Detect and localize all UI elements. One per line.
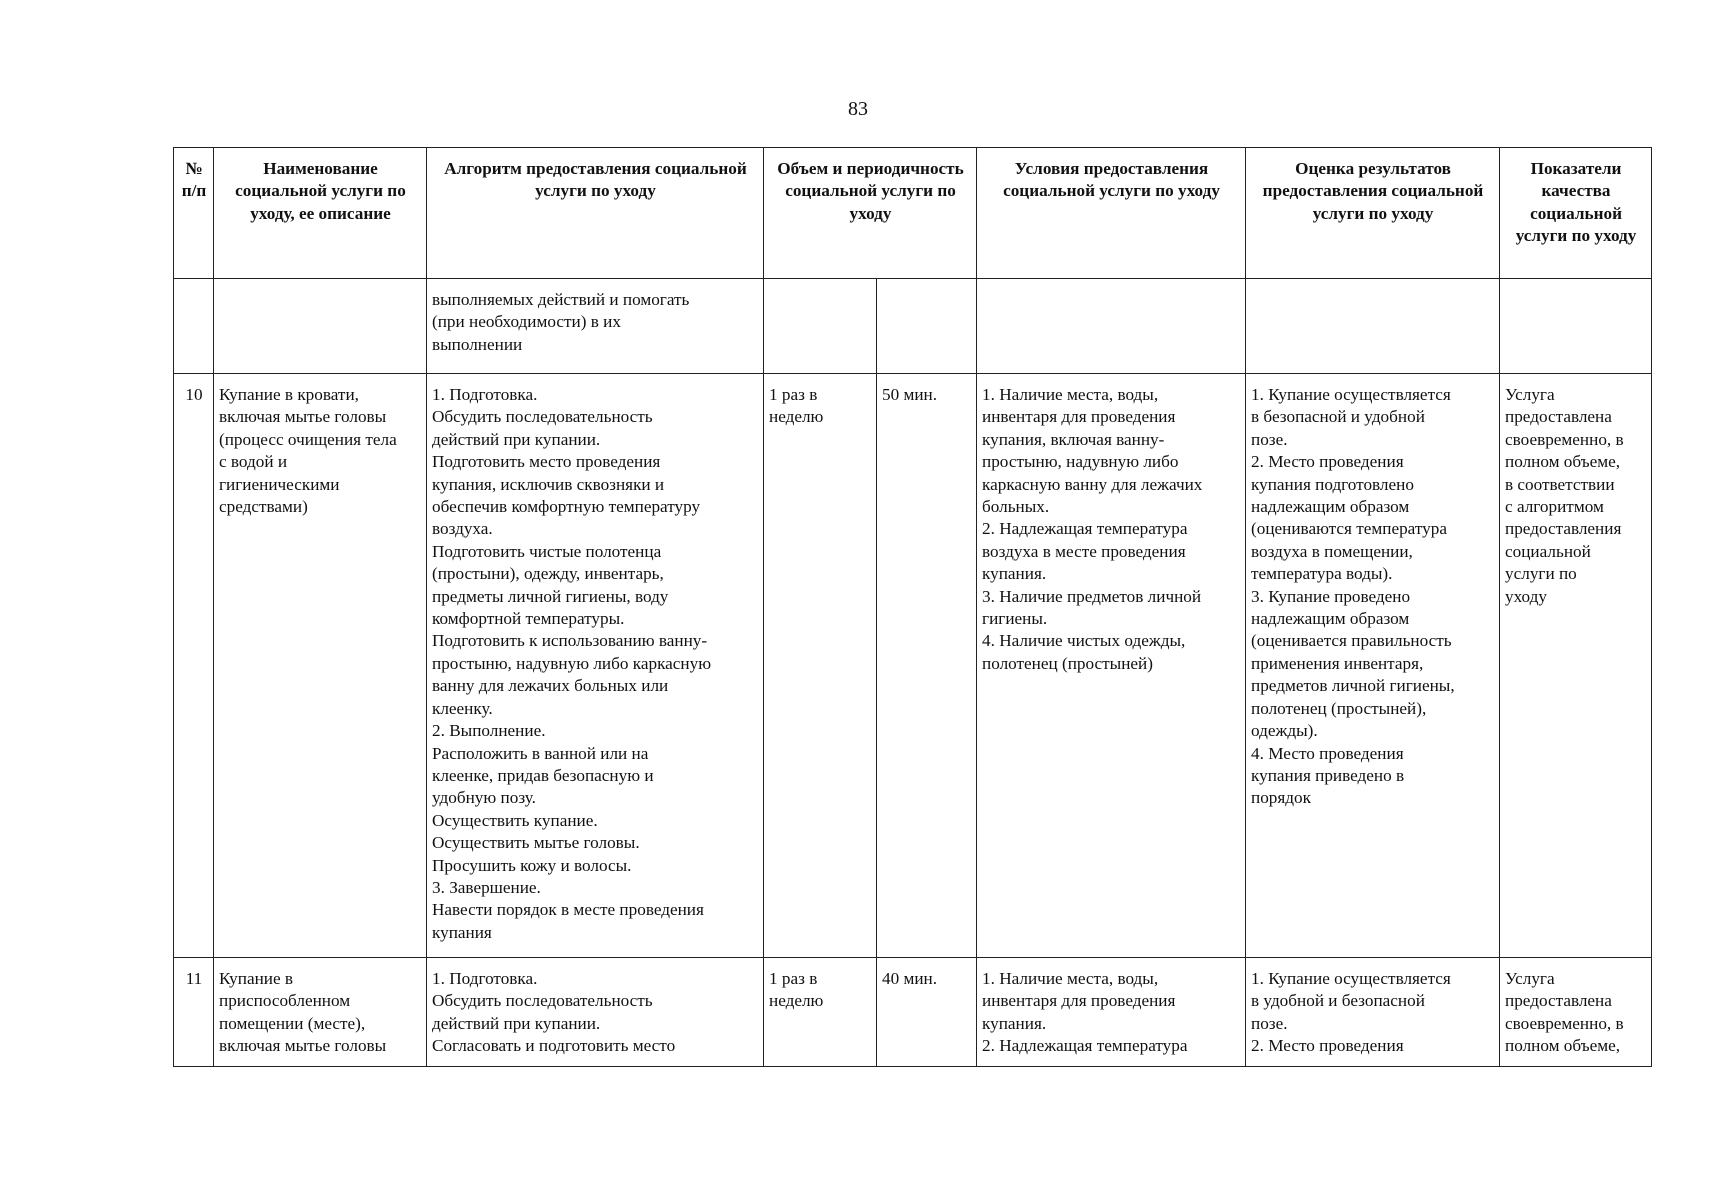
cell-text-line: 1. Подготовка. (432, 385, 538, 404)
header-quality: Показатели качества социальной услуги по уходу (1500, 148, 1652, 279)
header-volume: Объем и периодичность социальной услуги по уходу (764, 148, 977, 279)
cell-text-line: воздуха. (432, 519, 493, 539)
page-number: 83 (848, 98, 868, 120)
cell-text-line: клеенке, придав безопасную и (432, 765, 654, 785)
cell-evaluation (1246, 374, 1500, 958)
cell-text-line: полном объеме, (1505, 1036, 1621, 1056)
table-header-row (174, 148, 1652, 279)
cell-text-line: 3. Наличие предметов личной (982, 586, 1202, 606)
cell-name (214, 279, 427, 374)
cell-text-line: полотенец (простыней) (982, 653, 1153, 673)
cell-text-line: (процесс очищения тела (219, 429, 397, 449)
cell-text-line: 4. Наличие чистых одежды, (982, 631, 1186, 651)
cell-text-line: надлежащим образом (1251, 609, 1410, 629)
cell-text-line: уходу (1505, 586, 1547, 606)
cell-conditions (977, 374, 1246, 958)
cell-text-line: Осуществить мытье головы. (432, 833, 640, 853)
cell-text-line: (простыни), одежду, инвентарь, (432, 564, 664, 584)
table-row-continuation (174, 279, 1652, 374)
cell-conditions (977, 958, 1246, 1067)
cell-text-line: Обсудить последовательность (432, 991, 653, 1011)
cell-text-line: действий при купании. (432, 1013, 601, 1033)
cell-text-line: услуги по (1505, 564, 1577, 584)
cell-text-line: купания, включая ванну- (982, 429, 1165, 449)
cell-algorithm (427, 374, 764, 958)
cell-quality (1500, 374, 1652, 958)
cell-text-line: Услуга (1505, 385, 1555, 404)
cell-duration: 40 мин. (877, 958, 977, 1067)
cell-text-line: неделю (769, 407, 824, 427)
cell-text-line: позе. (1251, 429, 1288, 449)
cell-text-line: предметов личной гигиены, (1251, 676, 1455, 696)
cell-text-line: клеенку. (432, 698, 493, 718)
cell-text-line: 2. Надлежащая температура (982, 519, 1188, 539)
cell-text-line: порядок (1251, 788, 1311, 808)
cell-text-line: предоставления (1505, 519, 1622, 539)
cell-text-line: с водой и (219, 452, 288, 472)
cell-text-line: надлежащим образом (1251, 497, 1410, 517)
cell-text-line: полном объеме, (1505, 452, 1621, 472)
cell-algorithm (427, 279, 764, 374)
cell-periodicity (764, 279, 877, 374)
cell-periodicity (764, 374, 877, 958)
cell-text-line: (оцениваются температура (1251, 519, 1447, 539)
cell-conditions (977, 279, 1246, 374)
cell-text-line: средствами) (219, 497, 308, 517)
cell-text-line: инвентаря для проведения (982, 407, 1176, 427)
cell-text-line: Купание в кровати, (219, 385, 359, 404)
services-table (173, 147, 1652, 1067)
cell-text-line: Подготовить к использованию ванну- (432, 631, 708, 651)
cell-text-line: 3. Завершение. (432, 877, 541, 897)
cell-text-line: 1. Наличие места, воды, (982, 969, 1159, 988)
cell-num: 11 (174, 958, 214, 1067)
cell-quality (1500, 958, 1652, 1067)
cell-text-line: своевременно, в (1505, 1013, 1624, 1033)
cell-text-line: воздуха в помещении, (1251, 541, 1413, 561)
cell-text-line: гигиеническими (219, 474, 340, 494)
cell-text-line: ванну для лежачих больных или (432, 676, 669, 696)
cell-text-line: 4. Место проведения (1251, 743, 1404, 763)
cell-text-line: в безопасной и удобной (1251, 407, 1425, 427)
cell-text-line: купания приведено в (1251, 765, 1405, 785)
header-evaluation: Оценка результатов предоставления социальной услуги по уходу (1246, 148, 1500, 279)
cell-text-line: предметы личной гигиены, воду (432, 586, 669, 606)
header-num: № п/п (174, 148, 214, 279)
cell-text-line: полотенец (простыней), (1251, 698, 1427, 718)
cell-text-line: 2. Место проведения (1251, 1036, 1404, 1056)
cell-text-line: неделю (769, 991, 824, 1011)
cell-text-line: (при необходимости) в их (432, 312, 621, 332)
cell-text-line: 1 раз в (769, 385, 818, 404)
cell-text-line: 2. Надлежащая температура (982, 1036, 1188, 1056)
cell-text-line: обеспечив комфортную температуру (432, 497, 701, 517)
cell-text-line: одежды). (1251, 721, 1318, 741)
table-row (174, 374, 1652, 958)
cell-text-line: простыню, надувную либо (982, 452, 1179, 472)
cell-text-line: 1. Подготовка. (432, 969, 538, 988)
cell-text-line: простыню, надувную либо каркасную (432, 653, 712, 673)
header-conditions: Условия предоставления социальной услуги по уходу (977, 148, 1246, 279)
cell-text-line: позе. (1251, 1013, 1288, 1033)
cell-num: 10 (174, 374, 214, 958)
table-row (174, 958, 1652, 1067)
cell-text-line: купания. (982, 1013, 1047, 1033)
cell-text-line: купания, исключив сквозняки и (432, 474, 665, 494)
header-name: Наименование социальной услуги по уходу, ее описание (214, 148, 427, 279)
cell-text-line: включая мытье головы (219, 407, 387, 427)
cell-text-line: комфортной температуры. (432, 609, 625, 629)
cell-text-line: купания. (982, 564, 1047, 584)
cell-text-line: Подготовить место проведения (432, 452, 661, 472)
cell-text-line: в удобной и безопасной (1251, 991, 1425, 1011)
cell-text-line: приспособленном (219, 991, 351, 1011)
cell-algorithm (427, 958, 764, 1067)
cell-text-line: Подготовить чистые полотенца (432, 541, 662, 561)
cell-text-line: включая мытье головы (219, 1036, 387, 1056)
cell-text-line: Навести порядок в месте проведения (432, 900, 704, 920)
cell-text-line: купания подготовлено (1251, 474, 1414, 494)
cell-text-line: 3. Купание проведено (1251, 586, 1411, 606)
cell-periodicity (764, 958, 877, 1067)
cell-text-line: каркасную ванну для лежачих (982, 474, 1203, 494)
cell-text-line: гигиены. (982, 609, 1048, 629)
cell-text-line: выполнении (432, 334, 523, 354)
cell-duration: 50 мин. (877, 374, 977, 958)
cell-text-line: социальной (1505, 541, 1591, 561)
cell-text-line: действий при купании. (432, 429, 601, 449)
cell-text-line: Обсудить последовательность (432, 407, 653, 427)
cell-text-line: с алгоритмом (1505, 497, 1604, 517)
cell-text-line: температура воды). (1251, 564, 1393, 584)
cell-text-line: инвентаря для проведения (982, 991, 1176, 1011)
cell-duration (877, 279, 977, 374)
cell-text-line: купания (432, 922, 492, 942)
cell-text-line: Расположить в ванной или на (432, 743, 649, 763)
header-algorithm: Алгоритм предоставления социальной услуги по уходу (427, 148, 764, 279)
cell-name (214, 958, 427, 1067)
cell-text-line: удобную позу. (432, 788, 536, 808)
cell-text-line: воздуха в месте проведения (982, 541, 1186, 561)
cell-text-line: предоставлена (1505, 407, 1612, 427)
cell-text-line: Просушить кожу и волосы. (432, 855, 632, 875)
cell-text-line: помещении (месте), (219, 1013, 366, 1033)
cell-text-line: Осуществить купание. (432, 810, 598, 830)
cell-text-line: Согласовать и подготовить место (432, 1036, 676, 1056)
cell-text-line: 1. Наличие места, воды, (982, 385, 1159, 404)
cell-quality (1500, 279, 1652, 374)
cell-text-line: 2. Выполнение. (432, 721, 546, 741)
cell-evaluation (1246, 958, 1500, 1067)
cell-text-line: применения инвентаря, (1251, 653, 1424, 673)
cell-text-line: 2. Место проведения (1251, 452, 1404, 472)
cell-text-line: больных. (982, 497, 1050, 517)
cell-text-line: (оценивается правильность (1251, 631, 1452, 651)
cell-text-line: 1. Купание осуществляется (1251, 385, 1451, 404)
cell-name (214, 374, 427, 958)
cell-text-line: в соответствии (1505, 474, 1615, 494)
cell-num (174, 279, 214, 374)
cell-text-line: выполняемых действий и помогать (432, 290, 690, 309)
cell-evaluation (1246, 279, 1500, 374)
cell-text-line: 1 раз в (769, 969, 818, 988)
cell-text-line: 1. Купание осуществляется (1251, 969, 1451, 988)
cell-text-line: Услуга (1505, 969, 1555, 988)
cell-text-line: своевременно, в (1505, 429, 1624, 449)
cell-text-line: Купание в (219, 969, 294, 988)
cell-text-line: предоставлена (1505, 991, 1612, 1011)
